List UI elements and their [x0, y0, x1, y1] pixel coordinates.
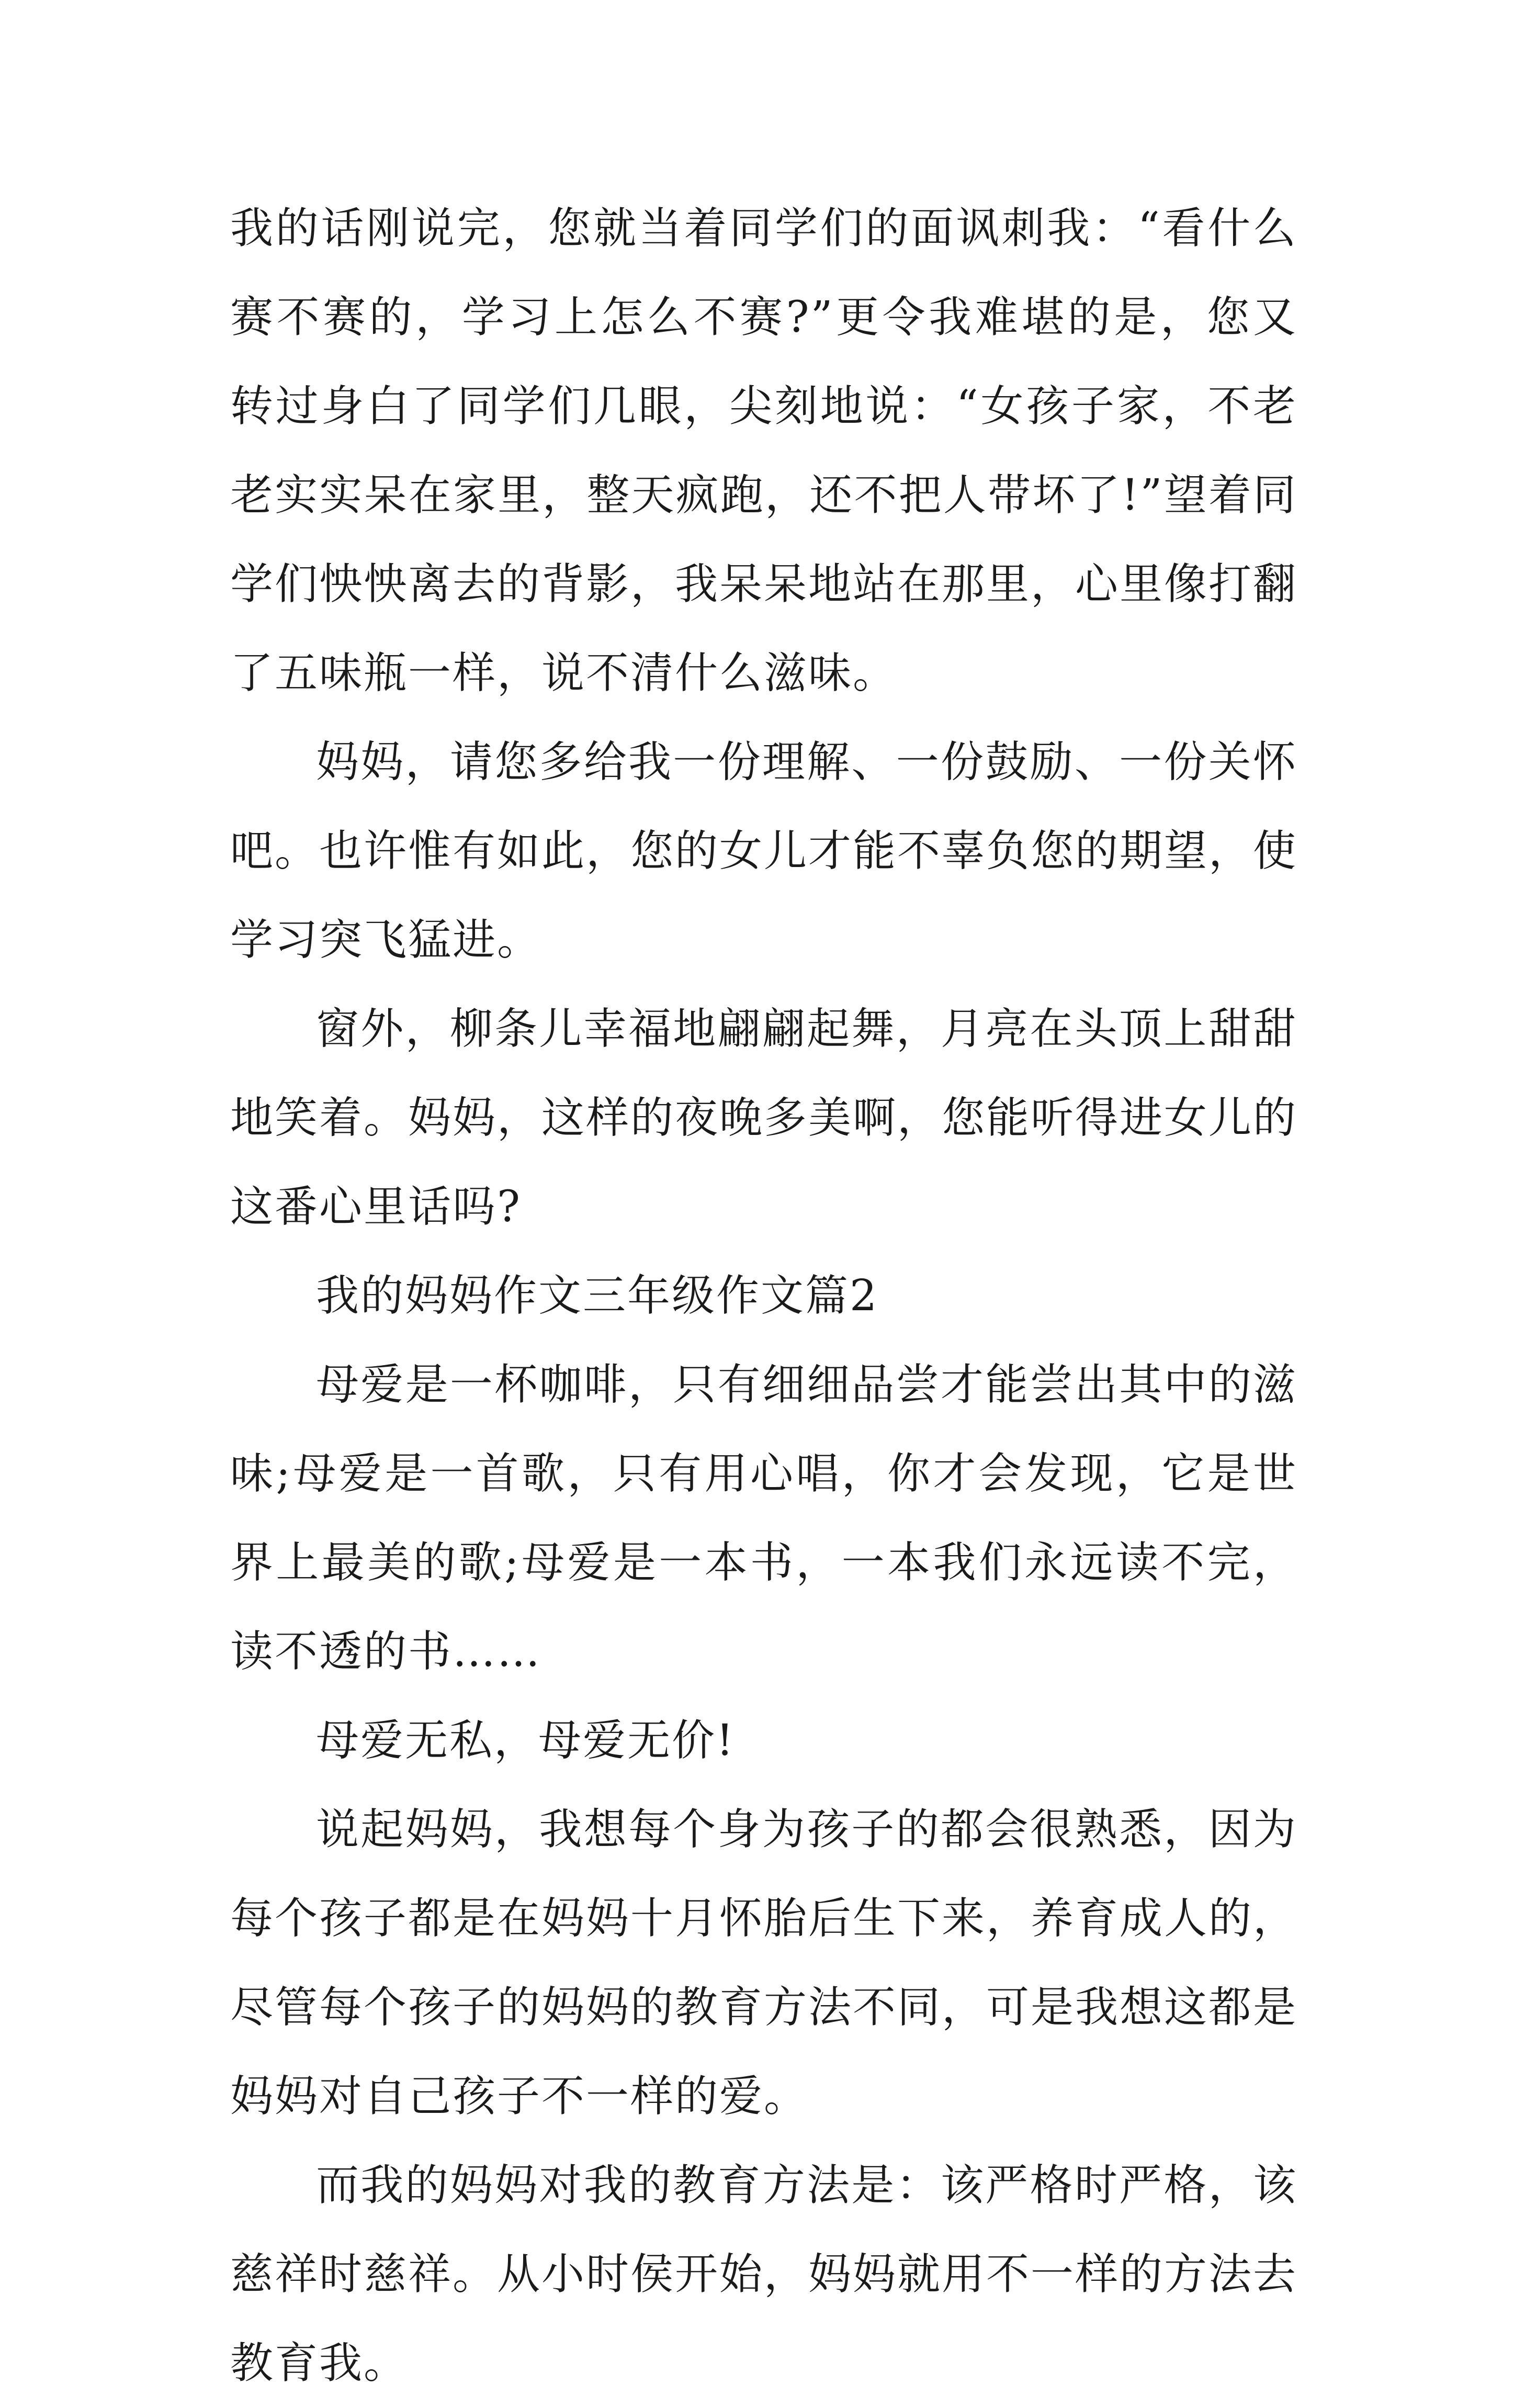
paragraph-2: 妈妈，请您多给我一份理解、一份鼓励、一份关怀吧。也许惟有如此，您的女儿才能不辜负您的期望，使学习突飞猛进。 — [230, 737, 1298, 965]
paragraph-1: 我的话刚说完，您就当着同学们的面讽刺我：“看什么赛不赛的，学习上怎么不赛?”更令我难堪的是，您又转过身白了同学们几眼，尖刻地说：“女孩子家，不老老实实呆在家里，整天疯跑，还不把人带坏了!”望着同学们怏怏离去的背影，我呆呆地站在那里，心里像打翻了五味瓶一样，说不清什么滋味。 — [230, 204, 1298, 698]
document-body — [230, 184, 1297, 2408]
paragraph-3: 窗外，柳条儿幸福地翩翩起舞，月亮在头顶上甜甜地笑着。妈妈，这样的夜晚多美啊，您能听得进女儿的这番心里话吗? — [230, 1004, 1298, 1232]
paragraph-4: 母爱是一杯咖啡，只有细细品尝才能尝出其中的滋味;母爱是一首歌，只有用心唱，你才会发现，它是世界上最美的歌;母爱是一本书，一本我们永远读不完，读不透的书…… — [230, 1360, 1297, 1676]
paragraph-6: 说起妈妈，我想每个身为孩子的都会很熟悉，因为每个孩子都是在妈妈十月怀胎后生下来，养育成人的，尽管每个孩子的妈妈的教育方法不同，可是我想这都是妈妈对自己孩子不一样的爱。 — [230, 1805, 1298, 2121]
section-heading: 我的妈妈作文三年级作文篇2 — [316, 1271, 879, 1321]
paragraph-5: 母爱无私，母爱无价! — [316, 1716, 735, 1765]
paragraph-7: 而我的妈妈对我的教育方法是：该严格时严格，该慈祥时慈祥。从小时侯开始，妈妈就用不一样的方法去教育我。 — [230, 2161, 1298, 2388]
